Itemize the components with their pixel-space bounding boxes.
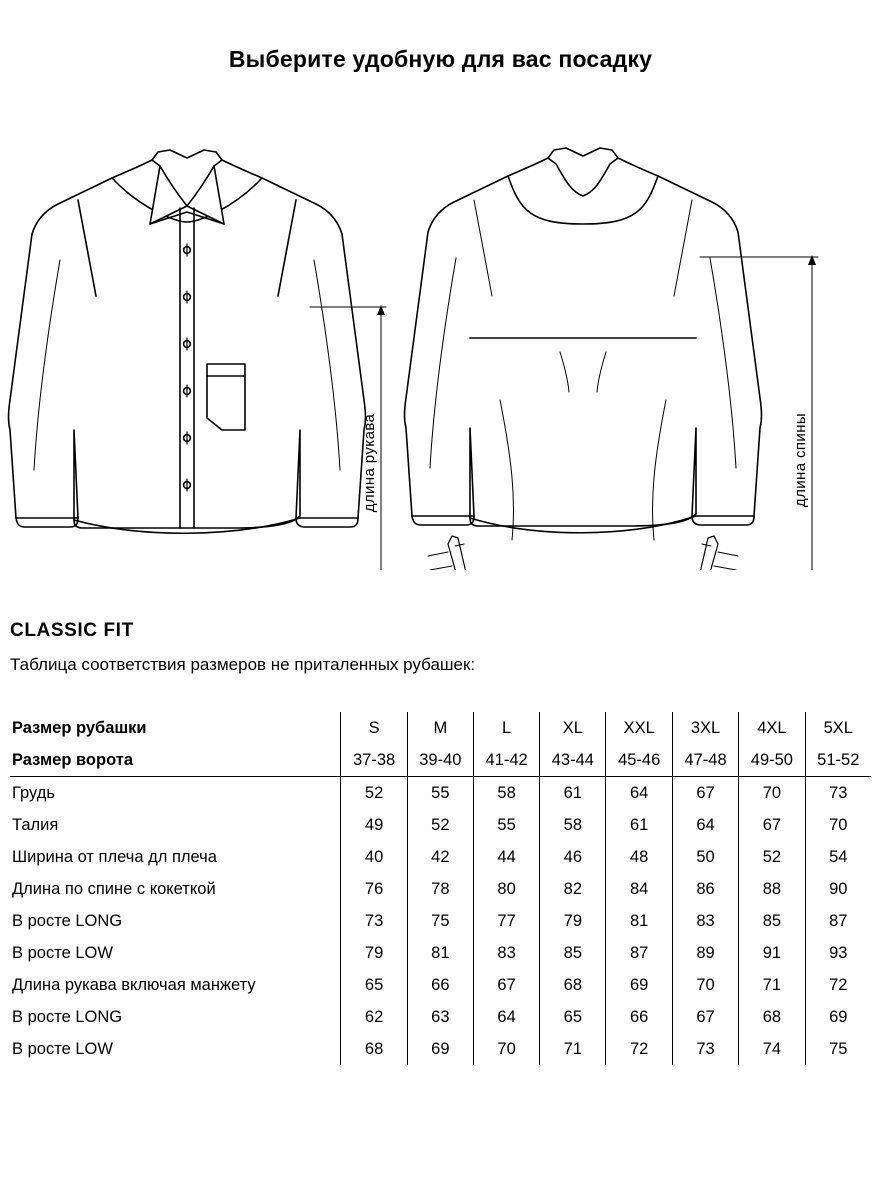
cell: 49 [341,809,407,841]
cell: 66 [407,969,473,1001]
cell: 79 [341,937,407,969]
cell: 85 [739,905,805,937]
cell: 87 [606,937,672,969]
cell: 37-38 [341,744,407,777]
fit-name: CLASSIC FIT [10,620,134,641]
cell: 75 [407,905,473,937]
cell: 50 [672,841,738,873]
cell: 67 [672,1001,738,1033]
cell: 72 [805,969,871,1001]
cell: 81 [407,937,473,969]
cell: 55 [407,777,473,810]
cell: 5XL [805,712,871,744]
cell: 52 [407,809,473,841]
cell: 62 [341,1001,407,1033]
row-label: Размер рубашки [12,718,147,737]
cell: 81 [606,905,672,937]
cell: 49-50 [739,744,805,777]
cell: 73 [672,1033,738,1065]
cell: 4XL [739,712,805,744]
cell: 68 [739,1001,805,1033]
cell: 65 [540,1001,606,1033]
cell: 67 [672,777,738,810]
row-label: В росте LONG [12,1007,123,1026]
row-label: В росте LOW [12,1039,113,1058]
cell: L [473,712,539,744]
cell: 90 [805,873,871,905]
cell: 70 [473,1033,539,1065]
cell: 69 [606,969,672,1001]
cell: 68 [540,969,606,1001]
table-row-back-low [10,937,871,969]
back-length-label: длина спины [792,412,809,508]
cell: 51-52 [805,744,871,777]
cell: 64 [606,777,672,810]
row-label: В росте LONG [12,911,123,930]
table-row-waist [10,809,871,841]
cell: 80 [473,873,539,905]
cell: 46 [540,841,606,873]
cell: 76 [341,873,407,905]
cell: 89 [672,937,738,969]
cell: 43-44 [540,744,606,777]
cell: 85 [540,937,606,969]
row-label: Длина рукава включая манжету [12,975,256,994]
row-label: Грудь [12,783,55,802]
cell: 67 [739,809,805,841]
cell: 42 [407,841,473,873]
cell: 72 [606,1033,672,1065]
shirt-illustration [0,100,881,570]
cell: 47-48 [672,744,738,777]
cell: 83 [672,905,738,937]
cell: 64 [473,1001,539,1033]
table-row-collar-size [10,744,871,777]
cell: 73 [341,905,407,937]
row-label: Длина по спине с кокеткой [12,879,216,898]
cell: 84 [606,873,672,905]
cell: 75 [805,1033,871,1065]
cell: 3XL [672,712,738,744]
cell: 73 [805,777,871,810]
cell: 55 [473,809,539,841]
table-row-sleeve-long [10,1001,871,1033]
table-row-shirt-size [10,712,871,744]
cell: 44 [473,841,539,873]
cell: S [341,712,407,744]
cell: 88 [739,873,805,905]
cell: XXL [606,712,672,744]
cell: M [407,712,473,744]
cell: 79 [540,905,606,937]
cell: 69 [407,1033,473,1065]
cell: 77 [473,905,539,937]
cell: 58 [473,777,539,810]
cell: 70 [672,969,738,1001]
cell: 70 [739,777,805,810]
cell: 41-42 [473,744,539,777]
cell: 70 [805,809,871,841]
cell: 39-40 [407,744,473,777]
cell: 64 [672,809,738,841]
cell: 58 [540,809,606,841]
cell: 71 [739,969,805,1001]
cell: 93 [805,937,871,969]
cell: 69 [805,1001,871,1033]
table-row-back-length [10,873,871,905]
cell: 86 [672,873,738,905]
cell: 63 [407,1001,473,1033]
row-label: Талия [12,815,59,834]
size-table [10,712,871,1065]
cell: 48 [606,841,672,873]
table-row-shoulder-width [10,841,871,873]
cell: XL [540,712,606,744]
cell: 78 [407,873,473,905]
cell: 83 [473,937,539,969]
cell: 65 [341,969,407,1001]
cell: 71 [540,1033,606,1065]
cell: 45-46 [606,744,672,777]
table-row-chest [10,777,871,810]
fit-subtitle: Таблица соответствия размеров не приталенных рубашек: [10,655,476,674]
cell: 74 [739,1033,805,1065]
cell: 54 [805,841,871,873]
table-row-back-long [10,905,871,937]
cell: 68 [341,1033,407,1065]
cell: 66 [606,1001,672,1033]
cell: 52 [341,777,407,810]
row-label: В росте LOW [12,943,113,962]
row-label: Ширина от плеча дл плеча [12,847,217,866]
table-row-sleeve-low [10,1033,871,1065]
cell: 61 [540,777,606,810]
sleeve-length-label: длина рукава [361,413,378,513]
row-label: Размер ворота [10,744,341,777]
cell: 91 [739,937,805,969]
page-title: Выберите удобную для вас посадку [228,46,653,72]
cell: 87 [805,905,871,937]
cell: 67 [473,969,539,1001]
table-row-sleeve-length [10,969,871,1001]
cell: 82 [540,873,606,905]
cell: 40 [341,841,407,873]
cell: 52 [739,841,805,873]
cell: 61 [606,809,672,841]
